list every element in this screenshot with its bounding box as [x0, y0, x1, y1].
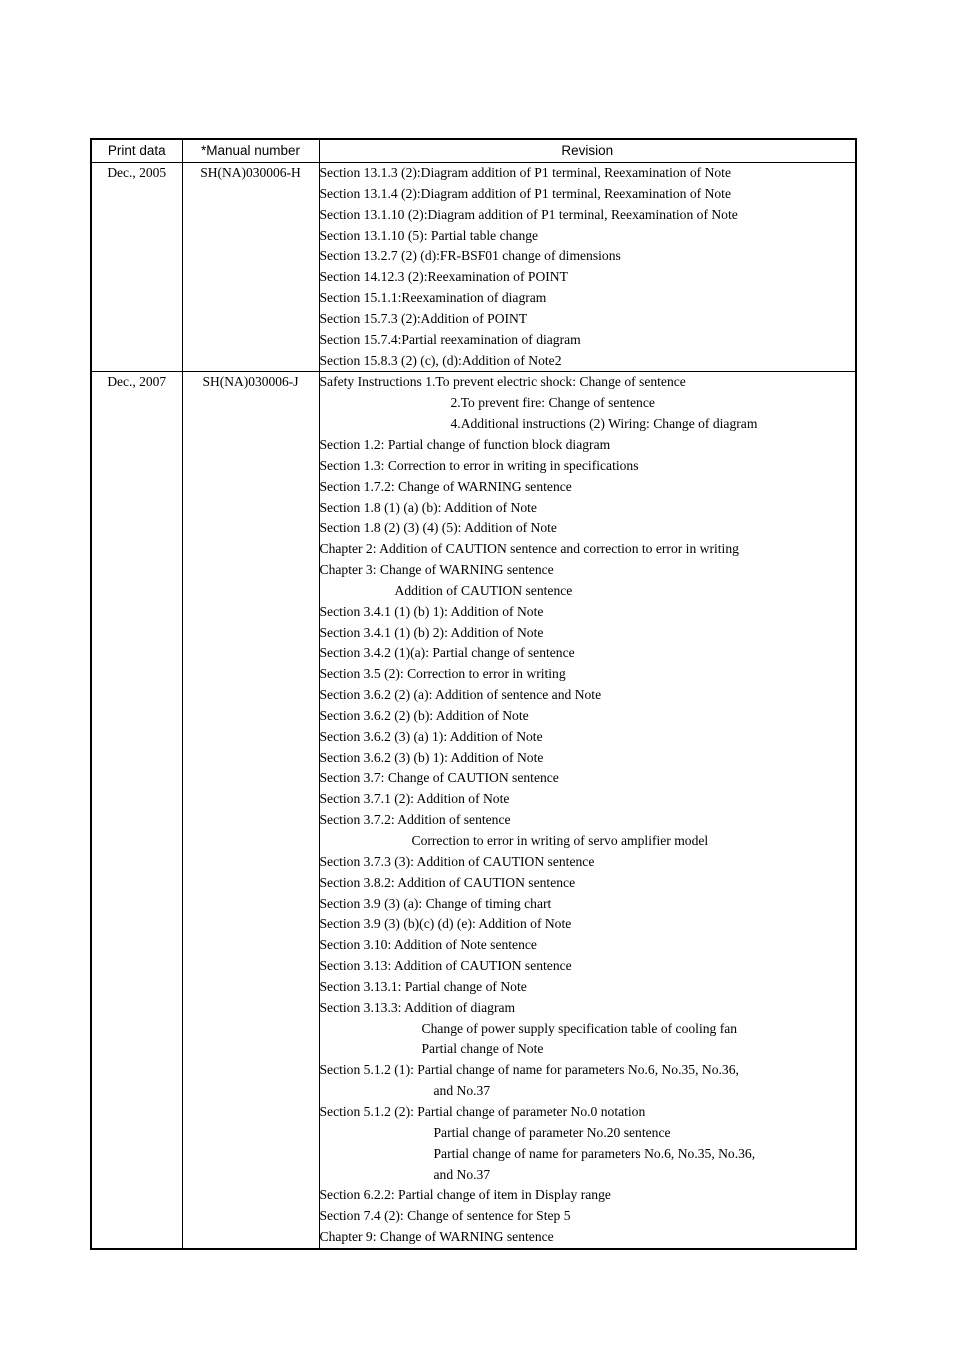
revision-line: Section 15.7.4:Partial reexamination of diagram — [319, 331, 581, 347]
revision-line: Partial change of Note — [421, 1041, 544, 1057]
revision-table — [90, 138, 857, 1250]
revision-line: Chapter 2: Addition of CAUTION sentence and correction to error in writing — [319, 541, 739, 557]
revision-line: Section 3.7.2: Addition of sentence — [319, 812, 511, 828]
revision-line: Section 3.13.3: Addition of diagram — [319, 999, 516, 1015]
revision-line: Section 13.1.10 (5): Partial table change — [319, 227, 539, 243]
revision-line: Section 3.6.2 (2) (a): Addition of sentence and Note — [319, 687, 602, 703]
table-row — [91, 163, 856, 372]
revision-cell — [319, 372, 856, 1249]
revision-line: Section 7.4 (2): Change of sentence for Step 5 — [319, 1208, 571, 1224]
revision-line: Section 3.6.2 (3) (a) 1): Addition of Note — [319, 728, 543, 744]
revision-line: Addition of CAUTION sentence — [394, 582, 573, 598]
revision-line: Section 13.1.4 (2):Diagram addition of P1 terminal, Reexamination of Note — [319, 185, 731, 201]
revision-line: Section 13.2.7 (2) (d):FR-BSF01 change of dimensions — [319, 248, 621, 264]
table-header-row — [91, 139, 856, 163]
print-date-cell: Dec., 2007 — [91, 372, 182, 1249]
header-print-date: Print data — [91, 139, 182, 163]
revision-line: Safety Instructions 1.To prevent electric shock: Change of sentence — [319, 374, 686, 390]
revision-line: Section 3.4.1 (1) (b) 1): Addition of Note — [319, 603, 544, 619]
revision-line: Section 3.7.3 (3): Addition of CAUTION sentence — [319, 853, 595, 869]
revision-line: Section 1.7.2: Change of WARNING sentence — [319, 478, 572, 494]
revision-line: 4.Additional instructions (2) Wiring: Change of diagram — [450, 416, 758, 432]
print-date-cell: Dec., 2005 — [91, 163, 182, 372]
table-row — [91, 372, 856, 1249]
revision-line: Section 3.7: Change of CAUTION sentence — [319, 770, 559, 786]
revision-line: Section 3.9 (3) (a): Change of timing chart — [319, 895, 552, 911]
revision-line: Section 5.1.2 (2): Partial change of parameter No.0 notation — [319, 1103, 646, 1119]
revision-line: Section 1.2: Partial change of function block diagram — [319, 436, 611, 452]
revision-line: Section 3.5 (2): Correction to error in writing — [319, 666, 566, 682]
manual-number-cell: SH(NA)030006-J — [182, 372, 319, 1249]
revision-line: Section 13.1.10 (2):Diagram addition of P1 terminal, Reexamination of Note — [319, 206, 738, 222]
revision-line: Section 3.10: Addition of Note sentence — [319, 937, 537, 953]
revision-line: Chapter 3: Change of WARNING sentence — [319, 562, 554, 578]
revision-line: Section 3.13: Addition of CAUTION sentence — [319, 958, 572, 974]
revision-line: Section 15.8.3 (2) (c), (d):Addition of Note2 — [319, 352, 562, 368]
revision-line: Section 3.4.1 (1) (b) 2): Addition of Note — [319, 624, 544, 640]
revision-line: Section 15.1.1:Reexamination of diagram — [319, 290, 547, 306]
manual-number-cell: SH(NA)030006-H — [182, 163, 319, 372]
revision-line: Section 15.7.3 (2):Addition of POINT — [319, 310, 528, 326]
revision-line: Section 13.1.3 (2):Diagram addition of P1 terminal, Reexamination of Note — [319, 165, 731, 180]
revision-line: Chapter 9: Change of WARNING sentence — [319, 1229, 554, 1245]
revision-line: and No.37 — [433, 1083, 491, 1099]
revision-line: and No.37 — [433, 1166, 491, 1182]
revision-line: Section 3.7.1 (2): Addition of Note — [319, 791, 510, 807]
revision-line: Section 1.3: Correction to error in writing in specifications — [319, 457, 639, 473]
revision-line: Correction to error in writing of servo amplifier model — [411, 833, 709, 848]
revision-line: Change of power supply specification table of cooling fan — [421, 1020, 738, 1036]
revision-line: Section 1.8 (2) (3) (4) (5): Addition of Note — [319, 520, 557, 536]
revision-line: Section 3.6.2 (3) (b) 1): Addition of Note — [319, 749, 544, 765]
revision-line: Section 6.2.2: Partial change of item in Display range — [319, 1187, 611, 1203]
revision-line: Partial change of name for parameters No.6, No.35, No.36, — [433, 1145, 756, 1161]
header-revision: Revision — [319, 139, 856, 163]
revision-cell — [319, 163, 856, 372]
revision-line: Section 3.8.2: Addition of CAUTION sentence — [319, 874, 576, 890]
revision-line: Section 1.8 (1) (a) (b): Addition of Note — [319, 499, 537, 515]
revision-line: Section 5.1.2 (1): Partial change of name for parameters No.6, No.35, No.36, — [319, 1062, 739, 1078]
revision-line: Section 3.9 (3) (b)(c) (d) (e): Addition of Note — [319, 916, 572, 932]
revision-line: 2.To prevent fire: Change of sentence — [450, 395, 655, 411]
revision-line: Partial change of parameter No.20 sentence — [433, 1124, 671, 1140]
revision-line: Section 14.12.3 (2):Reexamination of POINT — [319, 269, 568, 285]
revision-line: Section 3.13.1: Partial change of Note — [319, 978, 527, 994]
table-body — [91, 163, 856, 1249]
header-manual-number: *Manual number — [182, 139, 319, 163]
revision-line: Section 3.4.2 (1)(a): Partial change of sentence — [319, 645, 575, 661]
revision-line: Section 3.6.2 (2) (b): Addition of Note — [319, 707, 529, 723]
